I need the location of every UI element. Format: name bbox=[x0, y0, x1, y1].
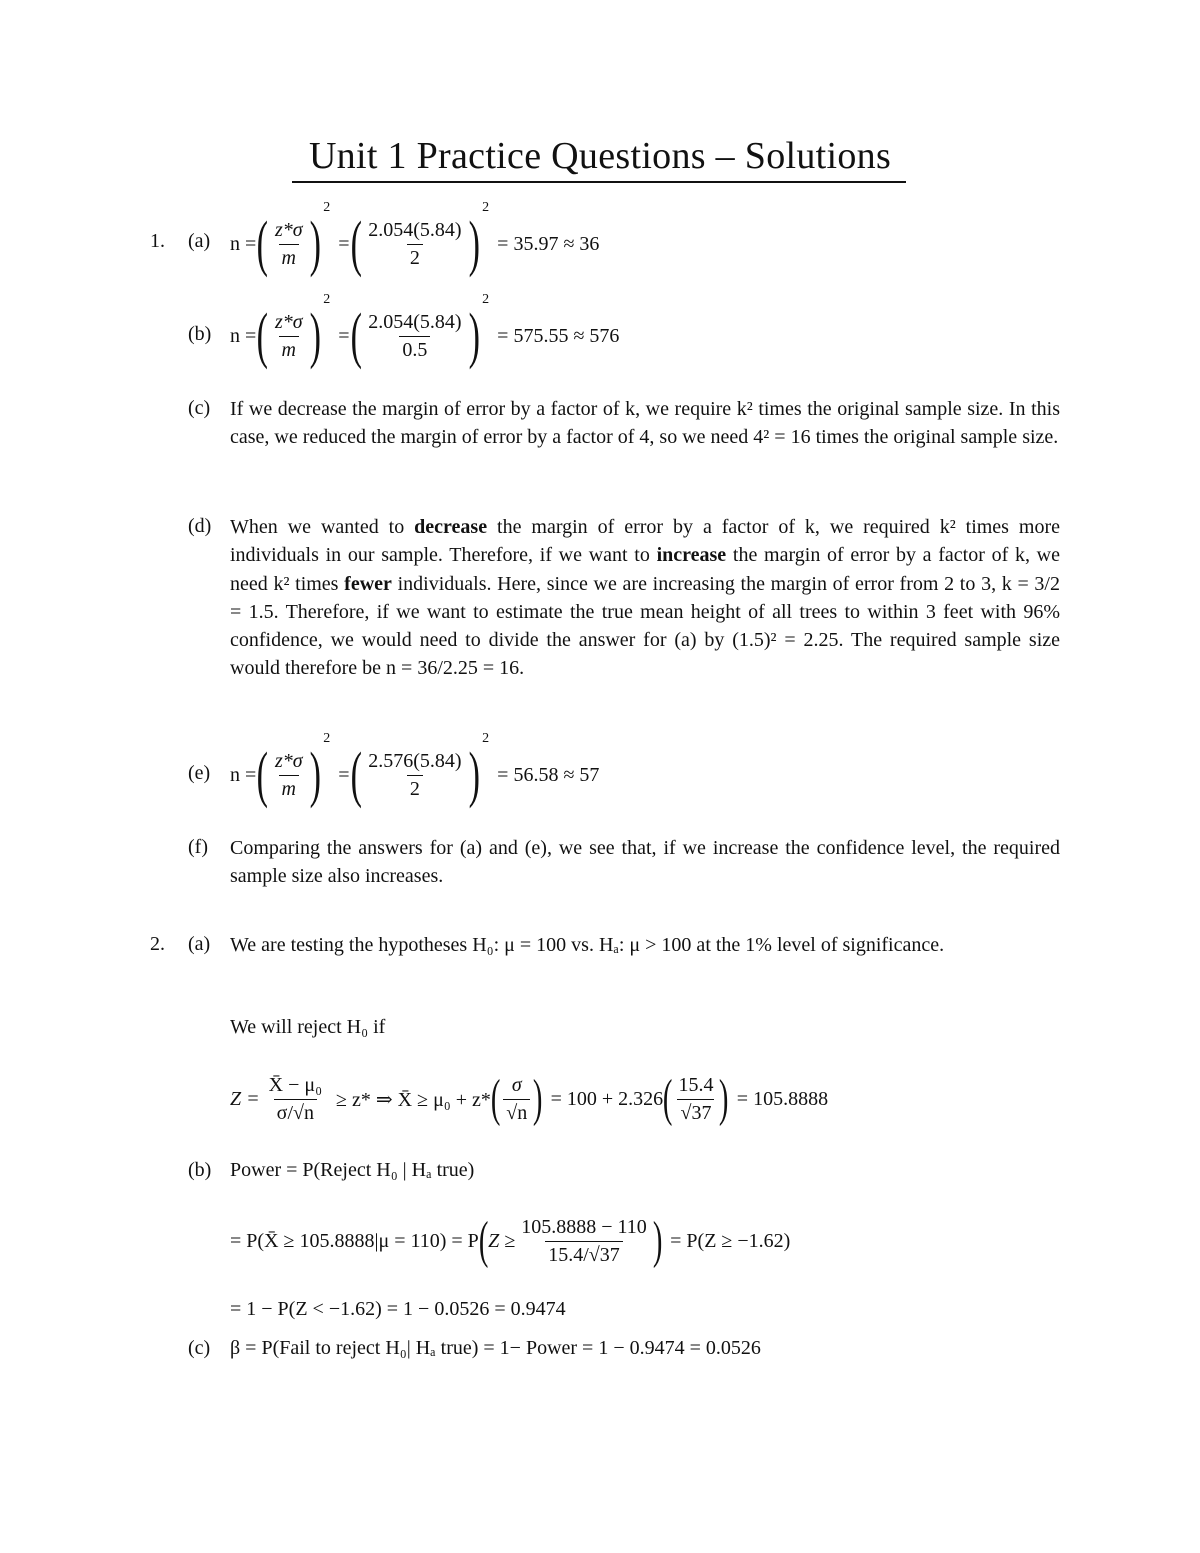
q1c-text: If we decrease the margin of error by a factor of k, we require k² times the original sample size. In this case, we reduced the margin of error by a factor of 4, so we need 4² = 16 times the original sample size. bbox=[230, 398, 1060, 449]
q1a-result: = 35.97 ≈ 36 bbox=[497, 232, 600, 255]
q1d-emph-fewer: fewer bbox=[344, 572, 392, 595]
q1d-emph-increase: increase bbox=[656, 544, 727, 567]
question-1-number: 1. bbox=[150, 230, 165, 252]
q2b-equation: = P(X̄ ≥ 105.8888|μ = 110) = P ( Z ≥ $\frac{105.8888 - 110}{15.4/√37}$ ) = P(Z ≥ −1.62) bbox=[230, 1212, 791, 1269]
q2b-fraction: $\frac{105.8888 - 110}{15.4/√37}$ bbox=[521, 1215, 647, 1266]
q2a-result: = 105.8888 bbox=[736, 1087, 829, 1110]
q1d-text: When we wanted to decrease the margin of error by a factor of k, we required k² times more individuals in our sample. Therefore, if we want to increase the margin of error by a factor of k, we need k² times fewer individuals. Here, since we are increasing the margin of error from 2 to 3, k = 3/2 = 1.5. Therefore, if we want to estimate the true mean height of all trees to within 3 feet with 96% confidence, we would need to divide the answer for (a) by (1.5)² = 2.25. The required sample size would therefore be n = 36/2.25 = 16. bbox=[230, 516, 1060, 680]
q2b-result-1: = P(Z ≥ −1.62) bbox=[670, 1229, 791, 1252]
q1b-fraction-2: $\frac{2.054(5.84)}{0.5}$ bbox=[368, 310, 462, 361]
q2a-z-fraction: $\frac{\text{X̄ − μ₀}}{\sigma/√n}$ bbox=[268, 1073, 323, 1124]
q1d-label: (d) bbox=[188, 515, 212, 537]
q2a-sigma-fraction: $\frac{\sigma}{√n}$ bbox=[503, 1074, 530, 1125]
q1c-label: (c) bbox=[188, 397, 211, 419]
q2a-equation: Z = $\frac{\text{X̄ − μ₀}}{\sigma/√n}$ ≥ z* ⇒ X̄ ≥ μ₀ + z* ( $\frac{\sigma}{√n}$ ) = 100 + 2.326 ( $\frac{15.4}{√37}$ ) = 105.8888 bbox=[230, 1070, 829, 1127]
q1e-label: (e) bbox=[188, 762, 211, 784]
q1b-equation: n = ( $\frac{z*\sigma}{m}$ ) 2 = ( $\frac{2.054(5.84)}{0.5}$ ) 2 = 575.55 ≈ 576 bbox=[230, 292, 620, 370]
q1b-label: (b) bbox=[188, 323, 212, 345]
q1a-label: (a) bbox=[188, 230, 211, 252]
q1b-result: = 575.55 ≈ 576 bbox=[497, 324, 620, 347]
q1e-fraction-2: $\frac{2.576(5.84)}{2}$ bbox=[368, 749, 462, 800]
q2c-text: β = P(Fail to reject H₀| Hₐ true) = 1− Power = 1 − 0.9474 = 0.0526 bbox=[230, 1337, 761, 1359]
q1f-text: Comparing the answers for (a) and (e), we see that, if we increase the confidence level, the required sample size also increases. bbox=[230, 837, 1060, 888]
q2b-label: (b) bbox=[188, 1159, 212, 1181]
q1e-equation: n = ( $\frac{z*\sigma}{m}$ ) 2 = ( $\frac{2.576(5.84)}{2}$ ) 2 = 56.58 ≈ 57 bbox=[230, 731, 600, 809]
q1a-fraction-2: $\frac{2.054(5.84)}{2}$ bbox=[368, 218, 462, 269]
q1e-fraction-1: $\frac{z*\sigma}{m}$ bbox=[274, 749, 303, 800]
page-title: Unit 1 Practice Questions – Solutions bbox=[308, 135, 892, 177]
q1e-result: = 56.58 ≈ 57 bbox=[497, 763, 600, 786]
question-2-number: 2. bbox=[150, 933, 165, 955]
q1a-fraction-1: $\frac{z*\sigma}{m}$ bbox=[274, 218, 303, 269]
q2a-text: We are testing the hypotheses H₀: μ = 100 vs. Hₐ: μ > 100 at the 1% level of significance. bbox=[230, 934, 945, 956]
q2b-result-2: = 1 − P(Z < −1.62) = 1 − 0.0526 = 0.9474 bbox=[230, 1298, 566, 1320]
q1a-lhs: n = bbox=[230, 232, 257, 255]
q1d-emph-decrease: decrease bbox=[414, 516, 488, 538]
q2c-label: (c) bbox=[188, 1337, 211, 1359]
q2a-value-fraction: $\frac{15.4}{√37}$ bbox=[678, 1073, 714, 1124]
title-underline bbox=[292, 181, 906, 183]
q1a-equation: n = ( $\frac{z*\sigma}{m}$ ) 2 = ( $\frac{2.054(5.84)}{2}$ ) 2 = 35.97 ≈ 36 bbox=[230, 200, 600, 278]
q2b-power-definition: Power = P(Reject H₀ | Hₐ true) bbox=[230, 1159, 475, 1181]
q2a-label: (a) bbox=[188, 933, 211, 955]
q1b-fraction-1: $\frac{z*\sigma}{m}$ bbox=[274, 310, 303, 361]
q2a-reject-rule: We will reject H₀ if bbox=[230, 1016, 386, 1038]
q1f-label: (f) bbox=[188, 836, 208, 858]
